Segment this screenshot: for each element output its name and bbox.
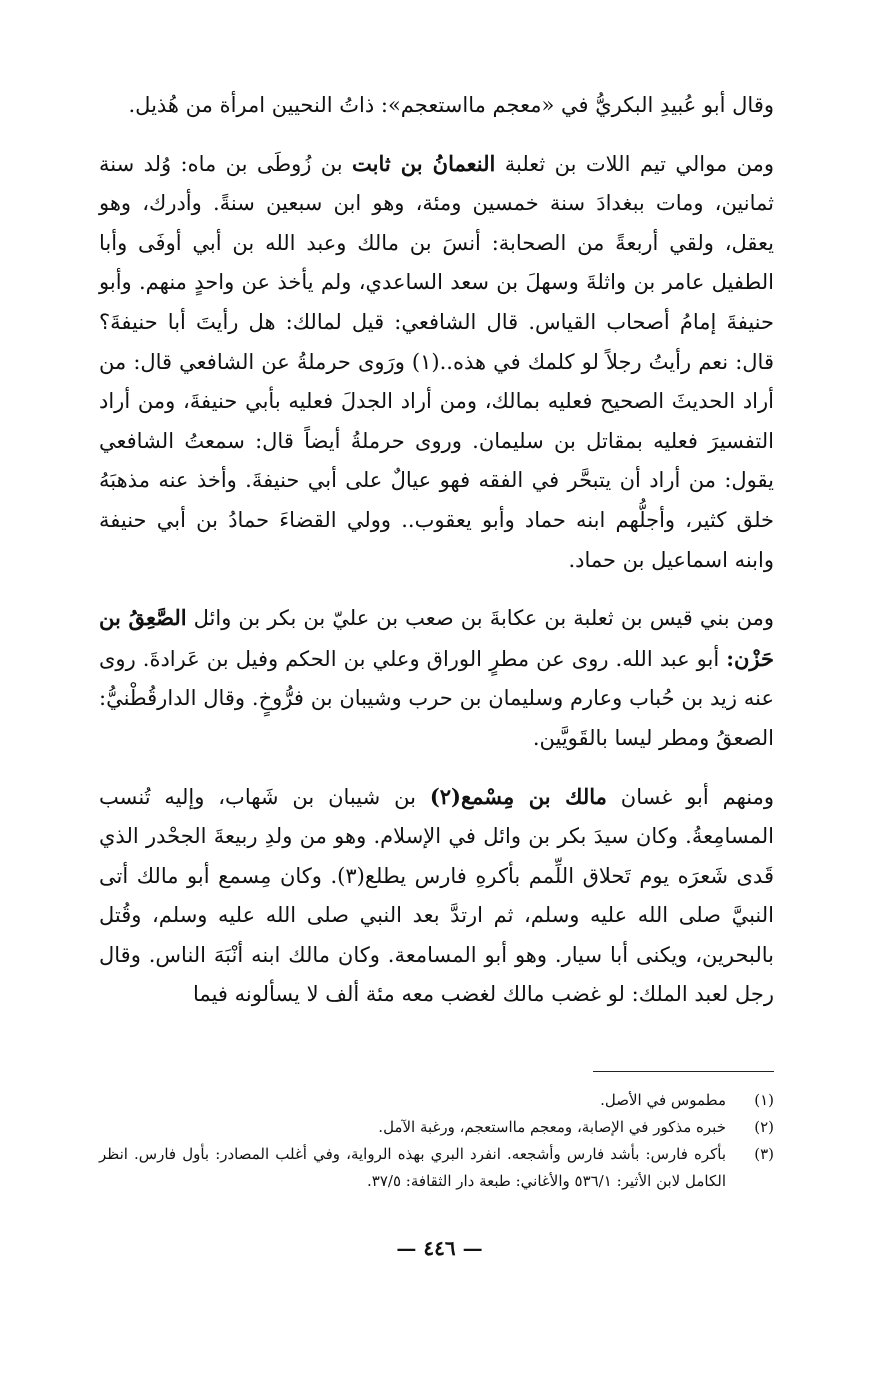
paragraph-malik-ibn-misma [99,777,774,1016]
footnote-text: مطموس في الأصل. [600,1091,726,1109]
entry-name-malik: مالك بن مِسْمع(٢) [429,783,607,809]
footnote-text: بأكره فارس: بأشد فارس وأشجعه. انفرد البري بهذه الرواية، وفي أغلب المصادر: بأول فارس. انظر الكامل لابن الأثير: ٥٣٦/١ والأغاني: طبعة دار الثقافة: ٣٧/٥. [99,1145,726,1190]
paragraph-abu-hanifa [99,144,774,581]
footnote-1 [99,1087,774,1114]
entry-name-al-saiq: الصَّعِقُ بن حَزْن: [99,605,774,671]
footnote-3 [99,1141,774,1195]
paragraph-dhat-al-nihyayn [99,86,774,126]
paragraph-text-intro: ومن موالي تيم اللات بن ثعلبة [495,151,774,176]
entry-name-al-numan: النعمانُ بن ثابت [352,150,496,176]
paragraph-text-body: أبو عبد الله. روى عن مطرٍ الوراق وعلي بن الحكم وفيل بن عَرادةَ. روى عنه زيد بن حُباب وعارم وسليمان بن حرب وشيبان بن فرُّوخٍ. وقال الدارقُطْنيُّ: الصعقُ ومطر ليسا بالقَويَّين. [99,646,774,750]
paragraph-text: وقال أبو عُبيدِ البكريُّ في «معجم مااستعجم»: ذاتُ النحيين امرأة من هُذيل. [128,93,774,117]
footnote-separator [593,1071,774,1072]
paragraph-text-intro: ومنهم أبو غسان [606,784,774,809]
main-text [99,86,774,1033]
footnote-number: (٣) [754,1145,774,1163]
paragraph-al-saiq [99,598,774,758]
paragraph-text-intro: ومن بني قيس بن ثعلبة بن عكابةَ بن صعب بن عليّ بن بكر بن وائل [186,606,775,631]
footnote-text: خبره مذكور في الإصابة، ومعجم مااستعجم، ورغبة الآمل. [378,1118,726,1136]
footnotes [99,1087,774,1195]
paragraph-text-body: بن شيبان بن شَهاب، وإليه تُنسب المسامِعةُ. وكان سيدَ بكر بن وائل في الإسلام. وهو من ولدِ ربيعةَ الجحْدر الذي قَدى شَعرَه يوم تَحلاق اللِّمم بأكرهِ فارس يطلع(٣). وكان مِسمع أبو مالك أتى النبيَّ صلى الله عليه وسلم، ثم ارتدَّ بعد النبي صلى الله عليه وسلم، وقُتل بالبحرين، ويكنى أبا سيار. وهو أبو المسامعة. وكان مالك ابنه أنْبَهَ الناس. وقال رجل لعبد الملك: لو غضب مالك لغضب معه مئة ألف لا يسألونه فيما [99,784,774,1007]
paragraph-text-body: بن زُوطَى بن ماه: وُلد سنة ثمانين، ومات ببغدادَ سنة خمسين ومئة، وهو ابن سبعين سنةً. وأدرك، وهو يعقل، ولقي أربعةً من الصحابة: أنسَ بن مالك وعبد الله بن أبي أوفَى وأبا الطفيل عامر بن واثلةَ وسهلَ بن سعد الساعدي، ولم يأخذ عن واحدٍ منهم. وأبو حنيفةَ إمامُ أصحاب القياس. قال الشافعي: قيل لمالك: هل رأيتَ أبا حنيفةَ؟ قال: نعم رأيتُ رجلاً لو كلمك في هذه..(١) ورَوى حرملةُ عن الشافعي قال: من أراد الحديثَ الصحيح فعليه بمالك، ومن أراد الجدلَ فعليه بأبي حنيفةَ، ومن أراد التفسيرَ فعليه بمقاتل بن سليمان. وروى حرملةُ أيضاً قال: سمعتُ الشافعي يقول: من أراد أن يتبحَّر في الفقه فهو عيالٌ على أبي حنيفةَ. وأخذ عنه مذهبَهُ خلق كثير، وأجلُّهم ابنه حماد وأبو يعقوب.. وولي القضاءَ حمادُ بن أبي حنيفة وابنه اسماعيل بن حماد. [99,151,774,572]
footnote-number: (١) [754,1091,774,1109]
footnote-number: (٢) [754,1118,774,1136]
page-number: — ٤٤٦ — [396,1236,483,1260]
footnote-2 [99,1114,774,1141]
